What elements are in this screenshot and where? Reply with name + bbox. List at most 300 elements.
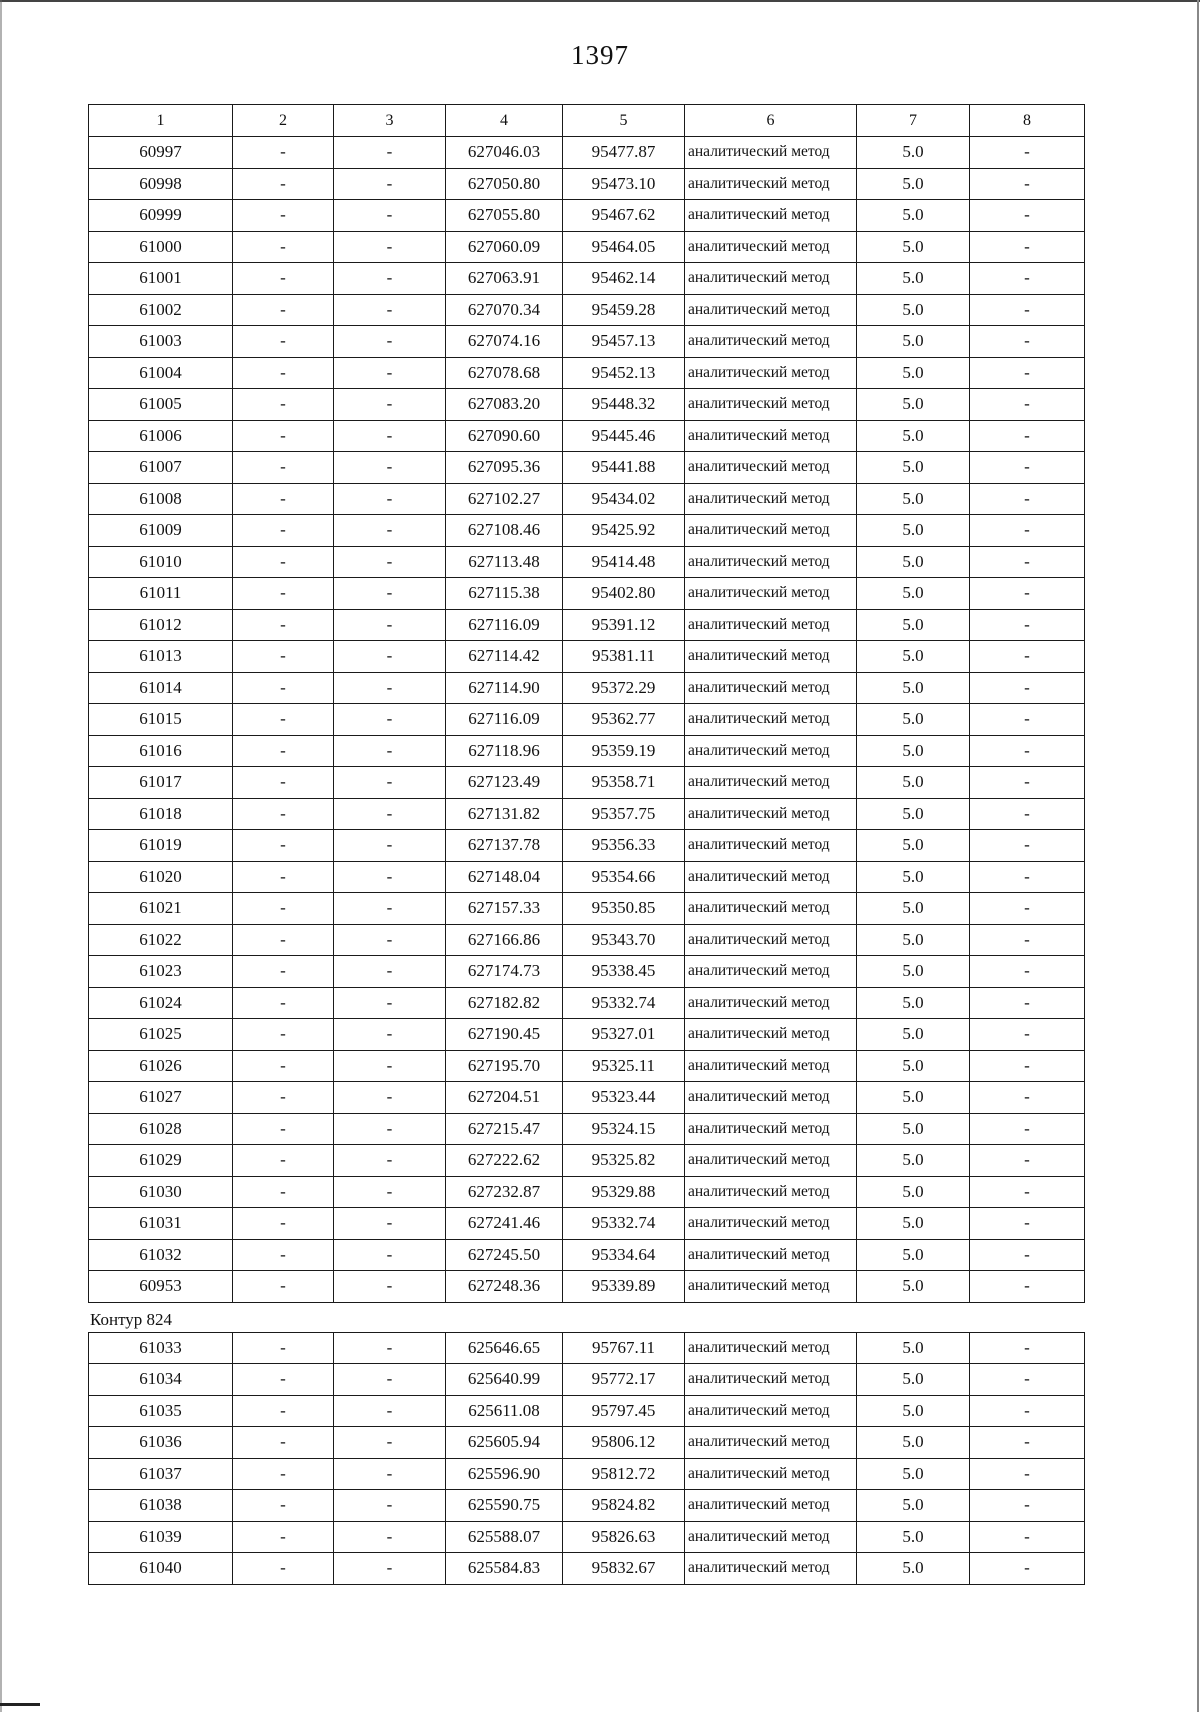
table-cell: - — [233, 263, 334, 295]
table-cell: - — [970, 1458, 1085, 1490]
table-cell: 627114.42 — [446, 641, 563, 673]
table-cell: - — [233, 1364, 334, 1396]
table-cell: - — [233, 420, 334, 452]
table-cell: - — [334, 1553, 446, 1585]
table-cell: 627078.68 — [446, 357, 563, 389]
table-cell: 627241.46 — [446, 1208, 563, 1240]
table-cell: - — [970, 263, 1085, 295]
table-cell: - — [334, 515, 446, 547]
table-cell: - — [233, 1271, 334, 1303]
table-cell: - — [970, 1427, 1085, 1459]
table-row — [89, 1145, 1085, 1177]
table-row — [89, 1458, 1085, 1490]
table-cell: - — [970, 641, 1085, 673]
table-cell: 61016 — [89, 735, 233, 767]
table-cell: аналитический метод — [685, 294, 857, 326]
table-cell: 95441.88 — [563, 452, 685, 484]
table-cell: - — [334, 1427, 446, 1459]
table-cell: 61009 — [89, 515, 233, 547]
table-cell: 95350.85 — [563, 893, 685, 925]
table-cell: 5.0 — [857, 515, 970, 547]
table-cell: - — [233, 641, 334, 673]
table-cell: 61032 — [89, 1239, 233, 1271]
table-cell: 95414.48 — [563, 546, 685, 578]
table-cell: 627114.90 — [446, 672, 563, 704]
table-cell: 627060.09 — [446, 231, 563, 263]
table-cell: 5.0 — [857, 704, 970, 736]
table-cell: аналитический метод — [685, 263, 857, 295]
table-cell: 95343.70 — [563, 924, 685, 956]
table-cell: 95767.11 — [563, 1332, 685, 1364]
table-cell: 95812.72 — [563, 1458, 685, 1490]
table-cell: 95434.02 — [563, 483, 685, 515]
table-cell: аналитический метод — [685, 1521, 857, 1553]
table-cell: аналитический метод — [685, 830, 857, 862]
table-cell: 5.0 — [857, 987, 970, 1019]
table-cell: 95325.82 — [563, 1145, 685, 1177]
table-cell: - — [233, 987, 334, 1019]
table-cell: 5.0 — [857, 609, 970, 641]
table-cell: 627245.50 — [446, 1239, 563, 1271]
table-cell: - — [970, 1553, 1085, 1585]
table-cell: аналитический метод — [685, 861, 857, 893]
table-cell: - — [970, 924, 1085, 956]
table-row — [89, 1082, 1085, 1114]
table-cell: 627157.33 — [446, 893, 563, 925]
table-cell: 95826.63 — [563, 1521, 685, 1553]
table-cell: 61018 — [89, 798, 233, 830]
table-cell: - — [334, 1239, 446, 1271]
table-row — [89, 1176, 1085, 1208]
table-cell: - — [970, 1521, 1085, 1553]
table-cell: 627123.49 — [446, 767, 563, 799]
table-cell: - — [334, 798, 446, 830]
table-cell: - — [233, 704, 334, 736]
table-cell: 5.0 — [857, 137, 970, 169]
table-cell: - — [334, 1458, 446, 1490]
table-cell: аналитический метод — [685, 452, 857, 484]
table-cell: - — [970, 200, 1085, 232]
table-cell: аналитический метод — [685, 735, 857, 767]
table-cell: - — [334, 672, 446, 704]
table-row — [89, 137, 1085, 169]
table-cell: 5.0 — [857, 1271, 970, 1303]
table-row — [89, 861, 1085, 893]
table-cell: - — [970, 1082, 1085, 1114]
table-cell: 627046.03 — [446, 137, 563, 169]
page-number: 1397 — [571, 40, 629, 70]
table-cell: аналитический метод — [685, 1332, 857, 1364]
table-cell: аналитический метод — [685, 1458, 857, 1490]
table-cell: 61010 — [89, 546, 233, 578]
table-cell: - — [970, 1145, 1085, 1177]
table-cell: аналитический метод — [685, 200, 857, 232]
table-cell: - — [233, 231, 334, 263]
table-body-section-1 — [89, 137, 1085, 1303]
table-cell: аналитический метод — [685, 704, 857, 736]
table-cell: 625588.07 — [446, 1521, 563, 1553]
table-row — [89, 609, 1085, 641]
table-cell: 61019 — [89, 830, 233, 862]
table-cell: 627166.86 — [446, 924, 563, 956]
table-cell: - — [233, 389, 334, 421]
table-cell: 61025 — [89, 1019, 233, 1051]
table-cell: 95473.10 — [563, 168, 685, 200]
table-cell: 627174.73 — [446, 956, 563, 988]
table-cell: 61008 — [89, 483, 233, 515]
table-cell: 95327.01 — [563, 1019, 685, 1051]
table-cell: - — [334, 767, 446, 799]
table-cell: 61005 — [89, 389, 233, 421]
table-cell: 95425.92 — [563, 515, 685, 547]
table-cell: 61006 — [89, 420, 233, 452]
table-row — [89, 1553, 1085, 1585]
table-cell: 627115.38 — [446, 578, 563, 610]
table-cell: - — [334, 1050, 446, 1082]
table-cell: 61007 — [89, 452, 233, 484]
table-cell: 5.0 — [857, 1082, 970, 1114]
table-cell: - — [970, 1490, 1085, 1522]
table-cell: 95402.80 — [563, 578, 685, 610]
table-cell: - — [970, 515, 1085, 547]
table-row — [89, 798, 1085, 830]
table-cell: 95354.66 — [563, 861, 685, 893]
table-cell: - — [970, 452, 1085, 484]
column-header: 6 — [685, 105, 857, 137]
table-cell: - — [233, 200, 334, 232]
table-cell: - — [233, 1176, 334, 1208]
table-header-row — [89, 105, 1085, 137]
table-cell: 625584.83 — [446, 1553, 563, 1585]
table-cell: аналитический метод — [685, 641, 857, 673]
table-cell: 5.0 — [857, 420, 970, 452]
table-row — [89, 294, 1085, 326]
table-cell: - — [334, 1145, 446, 1177]
table-cell: аналитический метод — [685, 389, 857, 421]
table-cell: 627070.34 — [446, 294, 563, 326]
table-cell: - — [233, 956, 334, 988]
table-row — [89, 1521, 1085, 1553]
table-cell: 95772.17 — [563, 1364, 685, 1396]
table-cell: - — [970, 1050, 1085, 1082]
scan-footer-mark — [0, 1703, 40, 1706]
table-cell: 627182.82 — [446, 987, 563, 1019]
table-cell: - — [334, 326, 446, 358]
table-cell: - — [334, 452, 446, 484]
table-cell: 61003 — [89, 326, 233, 358]
table-cell: 61011 — [89, 578, 233, 610]
table-cell: аналитический метод — [685, 1490, 857, 1522]
table-cell: - — [233, 1050, 334, 1082]
table-cell: аналитический метод — [685, 1271, 857, 1303]
table-cell: 5.0 — [857, 893, 970, 925]
table-cell: аналитический метод — [685, 767, 857, 799]
table-cell: 5.0 — [857, 1145, 970, 1177]
table-row — [89, 1427, 1085, 1459]
column-header: 7 — [857, 105, 970, 137]
table-cell: - — [970, 326, 1085, 358]
table-cell: 5.0 — [857, 1176, 970, 1208]
table-cell: 61002 — [89, 294, 233, 326]
table-cell: - — [334, 231, 446, 263]
table-cell: - — [334, 735, 446, 767]
table-cell: - — [233, 1458, 334, 1490]
table-row — [89, 389, 1085, 421]
table-cell: 95381.11 — [563, 641, 685, 673]
table-cell: 625646.65 — [446, 1332, 563, 1364]
table-cell: 95459.28 — [563, 294, 685, 326]
table-cell: - — [334, 546, 446, 578]
table-cell: 60953 — [89, 1271, 233, 1303]
table-cell: 5.0 — [857, 168, 970, 200]
table-cell: - — [970, 609, 1085, 641]
table-cell: - — [233, 1019, 334, 1051]
table-row — [89, 578, 1085, 610]
table-cell: 5.0 — [857, 389, 970, 421]
table-row — [89, 1239, 1085, 1271]
table-cell: 627148.04 — [446, 861, 563, 893]
table-body-section-2 — [89, 1332, 1085, 1584]
table-cell: - — [334, 1113, 446, 1145]
table-cell: 95323.44 — [563, 1082, 685, 1114]
table-cell: - — [233, 893, 334, 925]
table-cell: - — [970, 168, 1085, 200]
table-cell: 627090.60 — [446, 420, 563, 452]
table-row — [89, 1019, 1085, 1051]
table-cell: 5.0 — [857, 735, 970, 767]
table-cell: - — [334, 1176, 446, 1208]
table-cell: 95391.12 — [563, 609, 685, 641]
table-cell: аналитический метод — [685, 1019, 857, 1051]
table-cell: - — [334, 168, 446, 200]
table-cell: аналитический метод — [685, 420, 857, 452]
table-cell: 5.0 — [857, 1458, 970, 1490]
table-cell: - — [334, 1490, 446, 1522]
table-cell: - — [970, 1271, 1085, 1303]
table-cell: 61031 — [89, 1208, 233, 1240]
table-cell: - — [334, 704, 446, 736]
table-cell: 627074.16 — [446, 326, 563, 358]
table-cell: 95329.88 — [563, 1176, 685, 1208]
table-cell: аналитический метод — [685, 987, 857, 1019]
table-cell: - — [334, 1395, 446, 1427]
table-cell: 61033 — [89, 1332, 233, 1364]
table-cell: аналитический метод — [685, 515, 857, 547]
table-cell: 5.0 — [857, 1050, 970, 1082]
table-cell: 5.0 — [857, 1208, 970, 1240]
table-cell: 95462.14 — [563, 263, 685, 295]
table-cell: 5.0 — [857, 263, 970, 295]
table-cell: - — [970, 987, 1085, 1019]
table-cell: - — [970, 1332, 1085, 1364]
table-row — [89, 767, 1085, 799]
table-cell: 95359.19 — [563, 735, 685, 767]
table-cell: 5.0 — [857, 1427, 970, 1459]
table-cell: 61020 — [89, 861, 233, 893]
table-cell: 625640.99 — [446, 1364, 563, 1396]
table-cell: - — [334, 294, 446, 326]
table-cell: аналитический метод — [685, 798, 857, 830]
table-cell: 95467.62 — [563, 200, 685, 232]
table-cell: - — [334, 893, 446, 925]
table-cell: 5.0 — [857, 1364, 970, 1396]
table-cell: - — [233, 1145, 334, 1177]
table-cell: - — [233, 1395, 334, 1427]
table-cell: 5.0 — [857, 672, 970, 704]
table-cell: 627108.46 — [446, 515, 563, 547]
table-cell: 95797.45 — [563, 1395, 685, 1427]
table-cell: - — [334, 578, 446, 610]
table-cell: - — [233, 1239, 334, 1271]
table-cell: - — [233, 1553, 334, 1585]
table-row — [89, 893, 1085, 925]
table-cell: - — [334, 641, 446, 673]
table-cell: - — [233, 578, 334, 610]
table-cell: - — [233, 326, 334, 358]
table-cell: 627204.51 — [446, 1082, 563, 1114]
table-cell: 60999 — [89, 200, 233, 232]
table-cell: аналитический метод — [685, 893, 857, 925]
table-cell: 625605.94 — [446, 1427, 563, 1459]
table-cell: - — [970, 767, 1085, 799]
table-cell: 61017 — [89, 767, 233, 799]
table-row — [89, 735, 1085, 767]
table-cell: 95362.77 — [563, 704, 685, 736]
table-cell: 95806.12 — [563, 1427, 685, 1459]
table-cell: - — [233, 294, 334, 326]
table-cell: 95325.11 — [563, 1050, 685, 1082]
table-cell: 627118.96 — [446, 735, 563, 767]
table-cell: 5.0 — [857, 357, 970, 389]
table-row — [89, 1208, 1085, 1240]
table-cell: - — [970, 578, 1085, 610]
table-cell: - — [334, 956, 446, 988]
table-cell: 61015 — [89, 704, 233, 736]
table-cell: 5.0 — [857, 641, 970, 673]
table-cell: 95358.71 — [563, 767, 685, 799]
table-cell: 61013 — [89, 641, 233, 673]
table-cell: - — [334, 420, 446, 452]
table-cell: 61021 — [89, 893, 233, 925]
table-cell: - — [334, 987, 446, 1019]
table-cell: 61036 — [89, 1427, 233, 1459]
table-cell: 625611.08 — [446, 1395, 563, 1427]
table-cell: 61014 — [89, 672, 233, 704]
table-row — [89, 515, 1085, 547]
coordinates-sheet — [88, 104, 1084, 1585]
table-cell: 61030 — [89, 1176, 233, 1208]
table-cell: - — [233, 861, 334, 893]
table-cell: - — [334, 389, 446, 421]
table-cell: аналитический метод — [685, 168, 857, 200]
table-cell: аналитический метод — [685, 1553, 857, 1585]
table-cell: 5.0 — [857, 830, 970, 862]
table-cell: 627083.20 — [446, 389, 563, 421]
table-cell: аналитический метод — [685, 326, 857, 358]
table-cell: - — [334, 924, 446, 956]
table-cell: аналитический метод — [685, 578, 857, 610]
table-cell: аналитический метод — [685, 609, 857, 641]
table-cell: - — [334, 357, 446, 389]
table-row — [89, 1050, 1085, 1082]
table-cell: 61039 — [89, 1521, 233, 1553]
table-cell: 627102.27 — [446, 483, 563, 515]
table-cell: - — [970, 546, 1085, 578]
table-cell: 627222.62 — [446, 1145, 563, 1177]
column-header: 2 — [233, 105, 334, 137]
table-row — [89, 956, 1085, 988]
table-cell: 5.0 — [857, 231, 970, 263]
table-cell: - — [233, 137, 334, 169]
table-cell: - — [970, 956, 1085, 988]
table-cell: аналитический метод — [685, 924, 857, 956]
table-cell: 95334.64 — [563, 1239, 685, 1271]
table-cell: аналитический метод — [685, 1145, 857, 1177]
table-cell: 627095.36 — [446, 452, 563, 484]
table-cell: аналитический метод — [685, 672, 857, 704]
table-cell: - — [233, 546, 334, 578]
table-cell: - — [233, 1208, 334, 1240]
table-cell: 95332.74 — [563, 1208, 685, 1240]
table-cell: 627248.36 — [446, 1271, 563, 1303]
table-cell: 5.0 — [857, 924, 970, 956]
table-cell: 95324.15 — [563, 1113, 685, 1145]
table-cell: - — [970, 357, 1085, 389]
table-row — [89, 672, 1085, 704]
table-cell: - — [233, 1113, 334, 1145]
table-cell: 5.0 — [857, 578, 970, 610]
table-cell: 5.0 — [857, 1113, 970, 1145]
table-cell: 627215.47 — [446, 1113, 563, 1145]
table-cell: 95824.82 — [563, 1490, 685, 1522]
table-cell: - — [334, 1364, 446, 1396]
table-cell: 627063.91 — [446, 263, 563, 295]
table-row — [89, 1364, 1085, 1396]
table-cell: - — [970, 389, 1085, 421]
table-cell: 5.0 — [857, 861, 970, 893]
table-cell: - — [970, 231, 1085, 263]
table-cell: аналитический метод — [685, 1082, 857, 1114]
table-cell: 5.0 — [857, 1553, 970, 1585]
table-cell: 95832.67 — [563, 1553, 685, 1585]
table-cell: - — [233, 1427, 334, 1459]
table-cell: аналитический метод — [685, 1113, 857, 1145]
table-cell: 61000 — [89, 231, 233, 263]
table-cell: - — [334, 861, 446, 893]
table-row — [89, 1332, 1085, 1364]
table-cell: 5.0 — [857, 1395, 970, 1427]
table-cell: 5.0 — [857, 200, 970, 232]
table-cell: - — [334, 830, 446, 862]
table-row — [89, 924, 1085, 956]
table-cell: 61034 — [89, 1364, 233, 1396]
table-cell: 61029 — [89, 1145, 233, 1177]
table-cell: 95332.74 — [563, 987, 685, 1019]
table-cell: - — [233, 515, 334, 547]
table-cell: 627131.82 — [446, 798, 563, 830]
table-cell: 95477.87 — [563, 137, 685, 169]
table-cell: 95452.13 — [563, 357, 685, 389]
table-cell: 95448.32 — [563, 389, 685, 421]
table-cell: 625590.75 — [446, 1490, 563, 1522]
table-cell: 61023 — [89, 956, 233, 988]
table-cell: аналитический метод — [685, 1050, 857, 1082]
table-cell: - — [334, 1332, 446, 1364]
table-cell: - — [970, 1239, 1085, 1271]
table-row — [89, 168, 1085, 200]
table-cell: - — [970, 1395, 1085, 1427]
column-header: 3 — [334, 105, 446, 137]
